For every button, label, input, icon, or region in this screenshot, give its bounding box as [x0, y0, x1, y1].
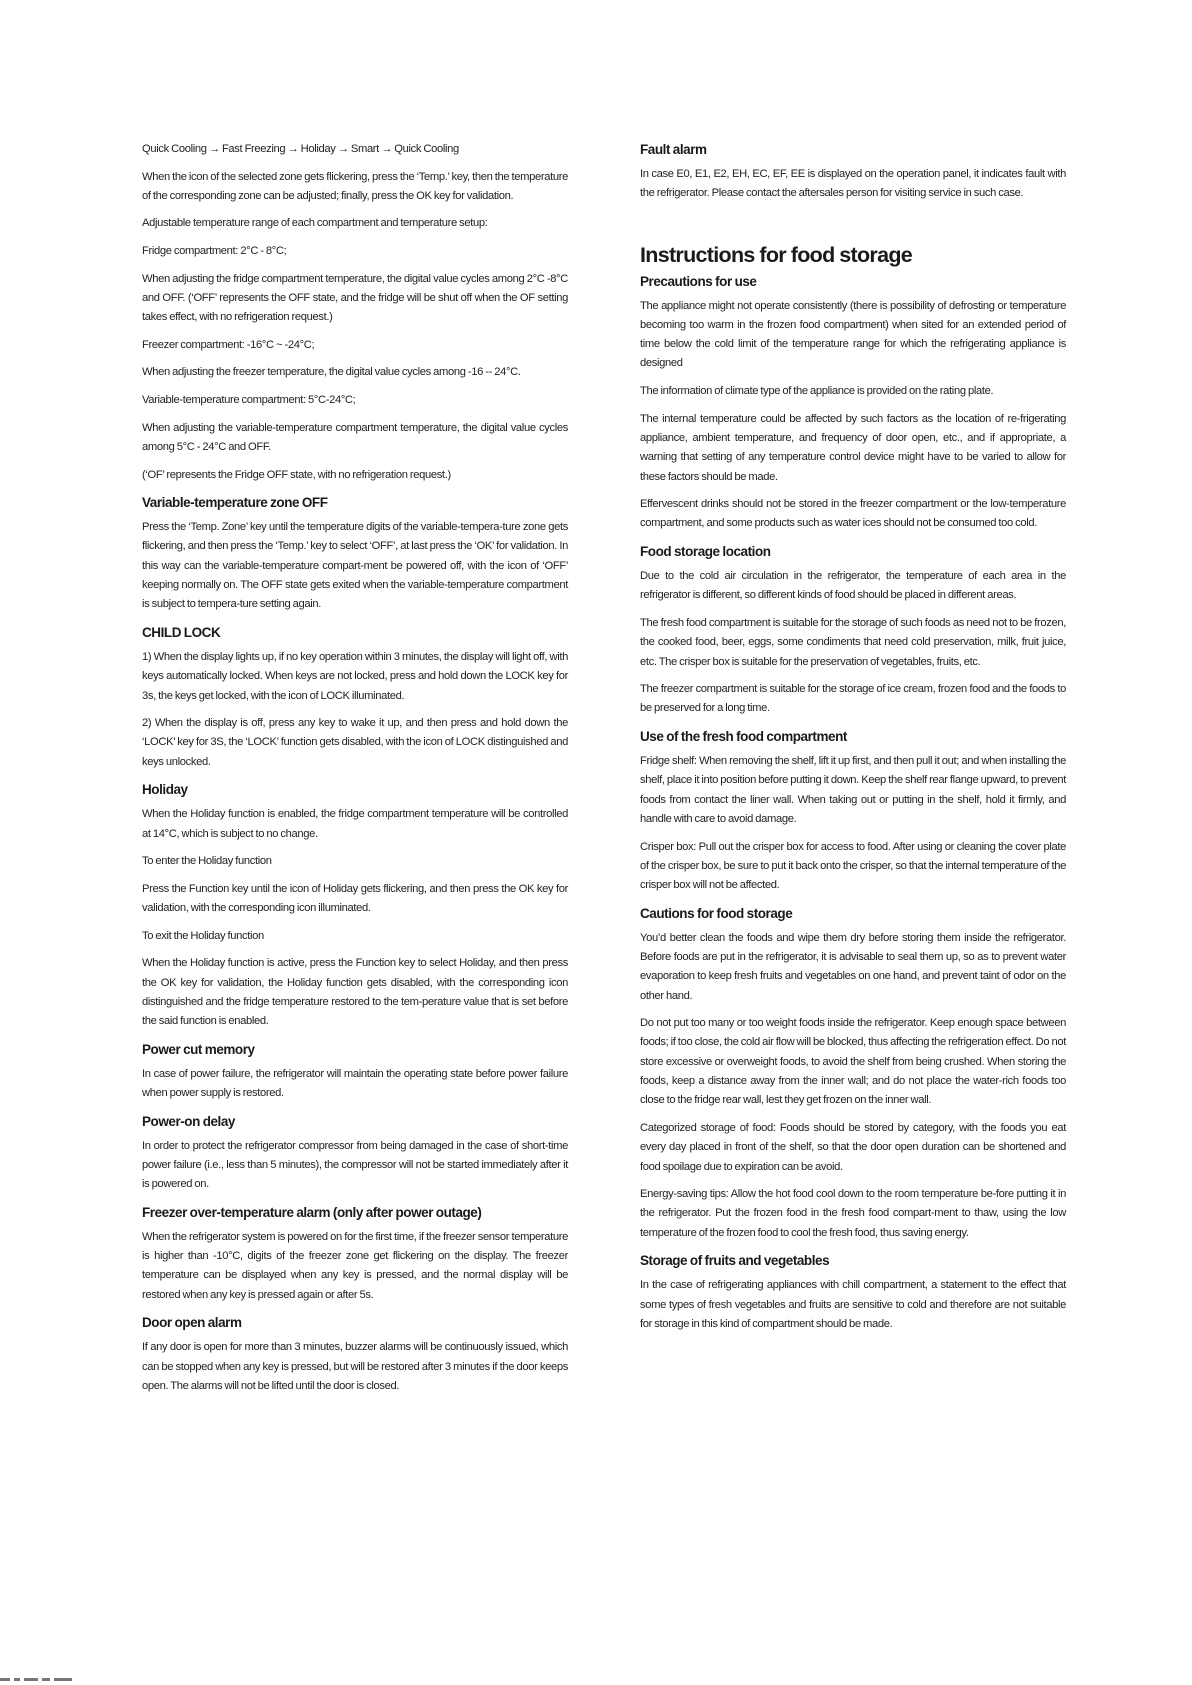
paragraph: (‘OF’ represents the Fridge OFF state, with no refrigeration request.) [142, 468, 451, 481]
paragraph: In case E0, E1, E2, EH, EC, EF, EE is displayed on the operation panel, it indicates fault with the refrigerator. Please contact the aftersales person for visiting service in such case. [640, 168, 1066, 200]
paragraph: The fresh food compartment is suitable for the storage of such foods as need not to be frozen, the cooked food, beer, eggs, some condiments that need cold preservation, milk, fruit juice, etc. The crisper box is suitable for the preservation of vegetables, fruits, etc. [640, 616, 1066, 668]
paragraph: When adjusting the variable-temperature compartment temperature, the digital value cycles among 5°C - 24°C and OFF. [142, 421, 568, 453]
section-heading: Variable-temperature zone OFF [142, 495, 328, 511]
paragraph: The internal temperature could be affected by such factors as the location of re-frigerating appliance, ambient temperature, and frequency of door open, etc., and if appropriate, a warning that setting of any temperature control device might have to be varied to allow for these factors should be made. [640, 412, 1066, 483]
paragraph: Do not put too many or too weight foods inside the refrigerator. Keep enough space between foods; if too close, the cold air flow will be blocked, thus affecting the refrigeration effect. Do not store excessive or overweight foods, to avoid the shelf from being crushed. When storing the foods, keep a distance away from the inner wall; and do not place the water-rich foods too close to the fridge rear wall, lest they get frozen on the inner wall. [640, 1017, 1066, 1107]
section-heading: Precautions for use [640, 273, 757, 289]
left-column [142, 140, 568, 1404]
edge-mark [54, 1678, 72, 1681]
paragraph: Press the Function key until the icon of Holiday gets flickering, and then press the OK key for validation, with the corresponding icon illuminated. [142, 882, 568, 915]
section-heading: Fault alarm [640, 142, 707, 157]
section-heading: Storage of fruits and vegetables [640, 1253, 830, 1269]
paragraph: In case of power failure, the refrigerator will maintain the operating state before power failure when power supply is restored. [142, 1067, 568, 1100]
edge-mark [14, 1678, 20, 1681]
paragraph: Crisper box: Pull out the crisper box for access to food. After using or cleaning the cover plate of the crisper box, be sure to put it back onto the crisper, so that the internal temperature of the crisper box will not be affected. [640, 840, 1066, 892]
paragraph: To exit the Holiday function [142, 929, 264, 942]
paragraph: In the case of refrigerating appliances with chill compartment, a statement to the effect that some types of fresh vegetables and fruits are sensitive to cold and therefore are not suitable for storage in this kind of compartment should be made. [640, 1279, 1066, 1330]
section-heading: CHILD LOCK [142, 624, 221, 640]
paragraph: 2) When the display is off, press any key to wake it up, and then press and hold down the ‘LOCK’ key for 3S, the ‘LOCK’ function gets disabled, with the icon of LOCK distinguished and keys unlocked. [142, 717, 568, 768]
paragraph: In order to protect the refrigerator compressor from being damaged in the case of short-time power failure (i.e., less than 5 minutes), the compressor will not be started immediately after it is powered on. [142, 1139, 568, 1191]
section-heading: Holiday [142, 782, 188, 798]
paragraph: Due to the cold air circulation in the refrigerator, the temperature of each area in the refrigerator is different, so different kinds of food should be placed in different areas. [640, 570, 1066, 602]
section-heading: Power-on delay [142, 1113, 235, 1129]
paragraph: When the refrigerator system is powered on for the first time, if the freezer sensor temperature is higher than -10°C, digits of the freezer zone get flickering on the display. The freezer temperature can be displayed when any key is pressed, and the normal display will be restored when any key is pressed again or after 5s. [142, 1230, 568, 1301]
paragraph: When the Holiday function is enabled, the fridge compartment temperature will be controlled at 14°C, which is subject to no change. [142, 808, 568, 840]
edge-mark [42, 1678, 50, 1681]
section-heading: Use of the fresh food compartment [640, 729, 847, 745]
paragraph: Energy-saving tips: Allow the hot food cool down to the room temperature be-fore putting it in the refrigerator. Put the frozen food in the fresh food compart-ment to thaw, using the low temperature of the frozen food to cool the fresh food, thus saving energy. [640, 1188, 1066, 1239]
section-heading: Cautions for food storage [640, 905, 793, 921]
paragraph: To enter the Holiday function [142, 855, 272, 868]
edge-mark [0, 1678, 10, 1681]
paragraph: Effervescent drinks should not be stored in the freezer compartment or the low-temperature compartment, and some products such as water ices should not be consumed too cold. [640, 498, 1066, 530]
page-edge-marks [0, 1678, 72, 1681]
paragraph: Press the ‘Temp. Zone’ key until the temperature digits of the variable-tempera-ture zone gets flickering, and then press the ‘Temp.’ key to select ‘OFF’, at last press the ‘OK’ for validation. In this way can the variable-temperature compart-ment be powered off, with the icon of ‘OFF’ keeping normally on. The OFF state gets exited when the variable-temperature compartment is subject to tempera-ture setting again. [142, 521, 568, 611]
paragraph: When the icon of the selected zone gets flickering, press the ‘Temp.’ key, then the temperature of the corresponding zone can be adjusted; finally, press the OK key for validation. [142, 170, 568, 202]
paragraph: If any door is open for more than 3 minutes, buzzer alarms will be continuously issued, which can be stopped when any key is pressed, but will be restored after 3 minutes if the door keeps open. The alarms will not be lifted until the door is closed. [142, 1341, 568, 1392]
paragraph: The appliance might not operate consistently (there is possibility of defrosting or temperature becoming too warm in the frozen food compartment) when sited for an extended period of time below the cold limit of the temperature range for which the refrigerating appliance is designed [640, 299, 1066, 370]
section-heading: Door open alarm [142, 1315, 242, 1331]
edge-mark [24, 1678, 38, 1681]
page-title: Instructions for food storage [640, 242, 913, 267]
paragraph: When adjusting the fridge compartment temperature, the digital value cycles among 2°C -8°C and OFF. (‘OFF’ represents the OFF state, and the fridge will be shut off when the OF setting takes effect, with no refrigeration request.) [142, 272, 568, 324]
paragraph: You’d better clean the foods and wipe them dry before storing them inside the refrigerator. Before foods are put in the refrigerator, it is advisable to seal them up, so as to prevent water evaporation to keep fresh fruits and vegetables on one hand, and prevent taint of odor on the other hand. [640, 931, 1066, 1002]
section-heading: Power cut memory [142, 1041, 255, 1057]
paragraph: The information of climate type of the appliance is provided on the rating plate. [640, 385, 994, 398]
paragraph: Variable-temperature compartment: 5°C-24°C; [142, 394, 356, 407]
paragraph: 1) When the display lights up, if no key operation within 3 minutes, the display will light off, with keys automatically locked. When keys are not locked, press and hold down the LOCK key for 3s, the keys get locked, with the icon of LOCK illuminated. [142, 650, 568, 702]
section-heading: Food storage location [640, 544, 771, 560]
paragraph: Fridge compartment: 2°C - 8°C; [142, 245, 287, 258]
paragraph: When adjusting the freezer temperature, the digital value cycles among -16 -- 24°C. [142, 366, 521, 379]
section-heading: Freezer over-temperature alarm (only after power outage) [142, 1204, 482, 1220]
paragraph: Adjustable temperature range of each compartment and temperature setup: [142, 217, 488, 230]
paragraph: Quick Cooling → Fast Freezing → Holiday → Smart → Quick Cooling [142, 143, 459, 155]
paragraph: Freezer compartment: -16°C ~ -24°C; [142, 338, 315, 351]
right-column [640, 140, 1066, 1343]
paragraph: Fridge shelf: When removing the shelf, lift it up first, and then pull it out; and when installing the shelf, place it into position before putting it down. Keep the shelf rear flange upward, to prevent foods from contact the liner wall. When taking out or putting in the shelf, hold it firmly, and handle with care to avoid damage. [640, 755, 1066, 825]
paragraph: When the Holiday function is active, press the Function key to select Holiday, and then press the OK key for validation, the Holiday function gets disabled, with the corresponding icon distinguished and the fridge temperature restored to the tem-perature value that is set before the said function is enabled. [142, 957, 568, 1028]
paragraph: Categorized storage of food: Foods should be stored by category, with the foods you eat every day placed in front of the shelf, so that the door open duration can be shortened and food spoilage due to expiration can be avoid. [640, 1121, 1066, 1173]
paragraph: The freezer compartment is suitable for the storage of ice cream, frozen food and the foods to be preserved for a long time. [640, 683, 1066, 715]
